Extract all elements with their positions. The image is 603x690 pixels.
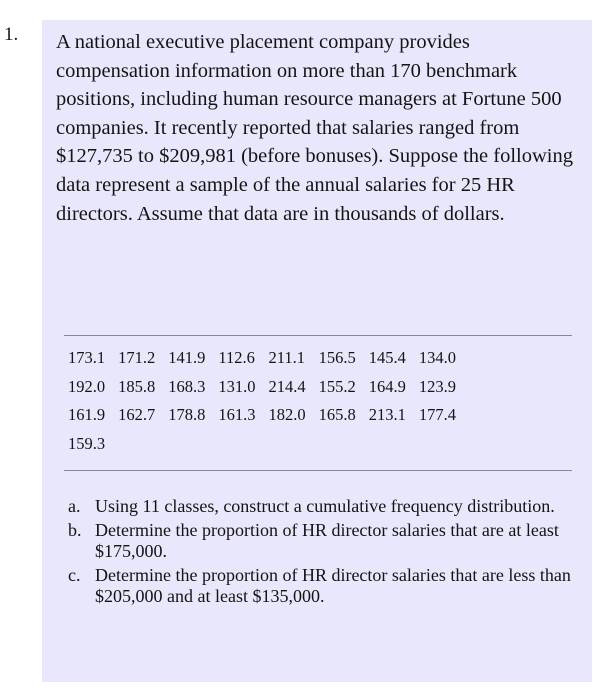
table-cell: 214.4 [268,376,306,396]
table-cell: 161.9 [68,405,106,424]
question-a [68,496,578,517]
table-cell: 168.3 [168,376,206,396]
problem-statement: A national executive placement company provides compensation information on more than 170 benchmark positions, including human resource managers at Fortune 500 companies. It recently reported that salaries ranged from $127,735 to $209,981 (before bonuses). Suppose the following data represent a sample of the annual salaries for 25 HR directors. Assume that data are in thousands of dollars. [56,31,573,225]
table-cell: 171.2 [118,348,156,367]
table-cell: 123.9 [418,376,456,396]
table-top-rule [64,335,572,336]
table-cell: 145.4 [368,348,406,367]
table-cell: 173.1 [68,348,106,367]
table-cell: 131.0 [218,376,256,396]
question-list [68,496,578,610]
table-cell: 178.8 [168,405,206,424]
question-text: Using 11 classes, construct a cumulative frequency distribution. [95,496,555,516]
table-cell: 112.6 [218,348,255,367]
table-row [68,344,469,373]
table-cell: 134.0 [418,348,456,367]
problem-card [42,20,592,682]
table-row [68,430,469,459]
salary-data-table [68,344,469,458]
question-letter: c. [68,565,81,585]
table-cell: 213.1 [368,405,406,424]
table-cell: 164.9 [368,376,406,396]
question-b [68,520,578,562]
table-cell: 162.7 [118,405,156,424]
question-text: Determine the proportion of HR director salaries that are at least $175,000. [95,520,559,561]
table-cell: 211.1 [268,348,306,367]
table-cell: 165.8 [318,405,356,424]
table-row [68,401,469,430]
question-text: Determine the proportion of HR director salaries that are less than $205,000 and at least $135,000. [95,565,571,606]
table-bottom-rule [64,470,572,471]
table-cell: 156.5 [318,348,356,367]
question-letter: a. [68,496,81,516]
table-cell: 155.2 [318,376,356,396]
problem-number: 1. [4,24,19,45]
question-c [68,565,578,607]
table-row [68,373,469,402]
table-cell: 161.3 [218,405,256,424]
table-cell: 192.0 [68,376,106,396]
table-cell: 159.3 [68,433,106,453]
table-cell: 177.4 [418,405,456,424]
table-cell: 182.0 [268,405,306,424]
table-cell: 185.8 [118,376,156,396]
question-letter: b. [68,520,82,540]
table-cell: 141.9 [168,348,206,367]
